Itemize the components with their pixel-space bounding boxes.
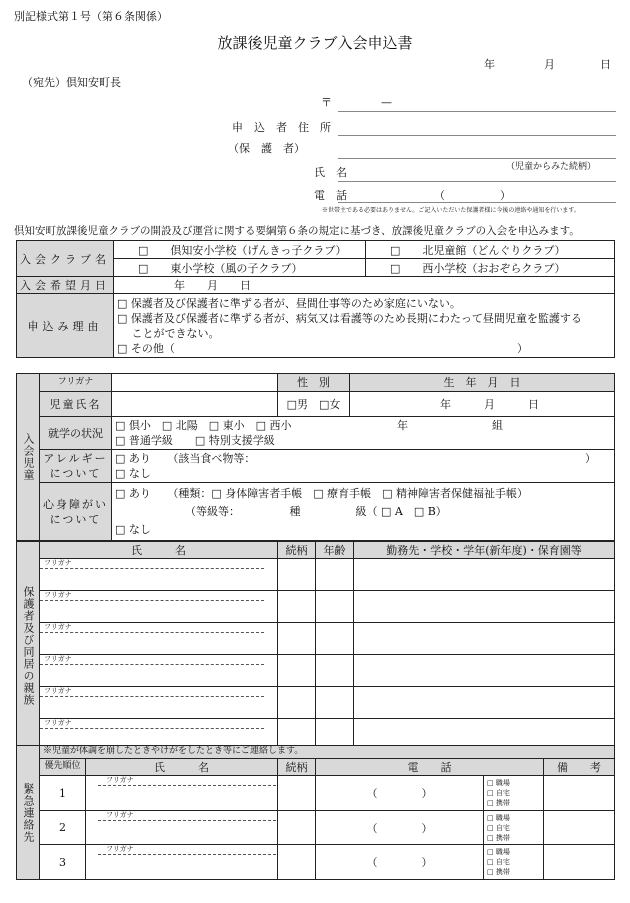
postal-dash: —: [381, 96, 392, 109]
reason-label: 申込み理由: [17, 294, 114, 358]
address-line[interactable]: [338, 135, 616, 136]
intro-text: 倶知安町放課後児童クラブの開設及び運営に関する要綱第６条の規定に基づき、放課後児童クラブの入会を申込みます。: [14, 225, 580, 237]
club-option-kita[interactable]: □ 北児童館（どんぐりクラブ）: [366, 241, 615, 259]
gender-value[interactable]: □男 □女: [278, 391, 350, 417]
emergency-col-phone: 電 話: [316, 758, 544, 776]
date-year[interactable]: 年: [484, 58, 495, 71]
date-day[interactable]: 日: [600, 58, 611, 71]
school-label: 就学の状況: [40, 417, 112, 450]
allergy-label: アレルギー について: [40, 450, 112, 483]
disability-label: 心身障がい について: [40, 483, 112, 541]
form-title: 放課後児童クラブ入会申込書: [217, 34, 413, 52]
priority-number: 1: [40, 776, 86, 811]
club-table: [16, 240, 615, 358]
emergency-col-priority: 優先順位: [40, 758, 86, 776]
wish-date-label: 入会希望月日: [17, 277, 114, 294]
family-table: [16, 541, 615, 751]
form-number: 別記様式第１号（第６条関係）: [14, 10, 168, 23]
child-name-label: 児童氏名: [40, 391, 112, 417]
disability-grade[interactable]: （等級等： 種 級（ □ A □ B）: [185, 504, 447, 518]
emergency-place-options[interactable]: □ 職場 □ 自宅 □ 携帯: [484, 845, 544, 880]
reason-option-illness[interactable]: □ 保護者及び保護者に準ずる者が、病気又は看護等のため長期にわたって昼間児童を監護する: [117, 311, 582, 325]
family-col-name: 氏 名: [40, 542, 278, 559]
child-name-field[interactable]: [112, 391, 278, 417]
emergency-col-remarks: 備 考: [544, 758, 615, 776]
postal-mark: 〒: [321, 96, 332, 109]
reason-option-work[interactable]: □ 保護者及び保護者に準ずる者が、昼間仕事等のため家庭にいない。: [117, 296, 461, 310]
family-row[interactable]: フリガナ: [17, 559, 615, 591]
phone-parens: （ ）: [434, 189, 511, 202]
child-furigana-field[interactable]: [112, 374, 278, 392]
addressee: （宛先）倶知安町長: [22, 76, 121, 89]
emergency-section-label: 緊急連絡先: [17, 746, 40, 880]
emergency-table: [16, 745, 615, 880]
club-option-nishi[interactable]: □ 西小学校（おおぞらクラブ）: [366, 259, 615, 277]
postal-line[interactable]: [338, 111, 616, 112]
priority-number: 3: [40, 845, 86, 880]
guardian-label: （保 護 者）: [228, 142, 305, 155]
priority-number: 2: [40, 810, 86, 845]
relation-note: （児童からみた続柄）: [506, 162, 597, 172]
wish-date-value[interactable]: 年 月 日: [114, 277, 615, 294]
allergy-yes-option[interactable]: □ あり （該当食べ物等：: [115, 452, 256, 466]
emergency-row[interactable]: 2 フリガナ （ ） □ 職場 □ 自宅 □ 携帯: [17, 810, 615, 845]
club-option-higashi[interactable]: □ 東小学校（風の子クラブ）: [114, 259, 366, 277]
child-table: [16, 373, 615, 541]
disability-yes-option[interactable]: □ あり （種類：□ 身体障害者手帳 □ 療育手帳 □ 精神障害者保健福祉手帳）: [115, 486, 529, 500]
applicant-footnote: ※世帯主である必要はありません。ご記入いただいた保護者様に今後の連絡や通知を行います。: [322, 207, 580, 214]
emergency-phone-field[interactable]: （ ）: [316, 810, 484, 845]
emergency-phone-field[interactable]: （ ）: [316, 845, 484, 880]
emergency-place-options[interactable]: □ 職場 □ 自宅 □ 携帯: [484, 810, 544, 845]
family-col-age: 年齢: [316, 542, 354, 559]
phone-line[interactable]: [338, 202, 616, 203]
name-label: 氏 名: [314, 166, 347, 179]
emergency-note: ※児童が体調を崩したときやけがをしたとき等にご連絡します。: [40, 746, 615, 759]
phone-label: 電 話: [314, 189, 347, 202]
family-row[interactable]: フリガナ: [17, 687, 615, 719]
child-furigana-label: フリガナ: [40, 374, 112, 392]
school-options[interactable]: □ 倶小 □ 北陽 □ 東小 □ 西小: [115, 419, 292, 433]
family-row[interactable]: フリガナ: [17, 719, 615, 751]
family-col-work: 勤務先・学校・学年(新年度)・保育園等: [354, 542, 615, 559]
date-month[interactable]: 月: [544, 58, 555, 71]
school-cell[interactable]: [112, 417, 615, 450]
family-row[interactable]: フリガナ: [17, 591, 615, 623]
school-year[interactable]: 年: [397, 419, 408, 433]
emergency-row[interactable]: 3 フリガナ （ ） □ 職場 □ 自宅 □ 携帯: [17, 845, 615, 880]
emergency-row[interactable]: 1 フリガナ （ ） □ 職場 □ 自宅 □ 携帯: [17, 776, 615, 811]
allergy-cell: □ あり （該当食べ物等： ） □ なし: [112, 450, 615, 483]
family-col-relation: 続柄: [278, 542, 316, 559]
reason-cell: [114, 294, 615, 358]
emergency-col-relation: 続柄: [278, 758, 316, 776]
club-label: 入会クラブ名: [17, 241, 114, 277]
reason-option-other[interactable]: □ その他（ ）: [117, 341, 528, 355]
disability-no-option[interactable]: □ なし: [115, 522, 151, 536]
gender-label: 性 別: [278, 374, 350, 392]
school-class[interactable]: 組: [492, 419, 503, 433]
birth-label: 生 年 月 日: [350, 374, 615, 392]
child-section-label: 入会児童: [17, 374, 40, 541]
family-row[interactable]: フリガナ: [17, 655, 615, 687]
name-line[interactable]: [338, 181, 616, 182]
emergency-phone-field[interactable]: （ ）: [316, 776, 484, 811]
emergency-col-name: 氏 名: [86, 758, 278, 776]
disability-cell: [112, 483, 615, 541]
family-section-label: 保護者及び同居の親族: [17, 542, 40, 751]
club-option-kutchan[interactable]: □ 倶知安小学校（げんきっ子クラブ）: [114, 241, 366, 259]
emergency-place-options[interactable]: □ 職場 □ 自宅 □ 携帯: [484, 776, 544, 811]
address-label: 申 込 者 住 所: [232, 121, 331, 134]
birth-value[interactable]: 年 月 日: [350, 391, 615, 417]
address-line-2[interactable]: [338, 158, 616, 159]
family-row[interactable]: フリガナ: [17, 623, 615, 655]
school-class-type[interactable]: □ 普通学級 □ 特別支援学級: [115, 434, 275, 448]
reason-option-illness-cont: ことができない。: [117, 326, 220, 340]
allergy-no-option[interactable]: □ なし: [115, 467, 151, 481]
